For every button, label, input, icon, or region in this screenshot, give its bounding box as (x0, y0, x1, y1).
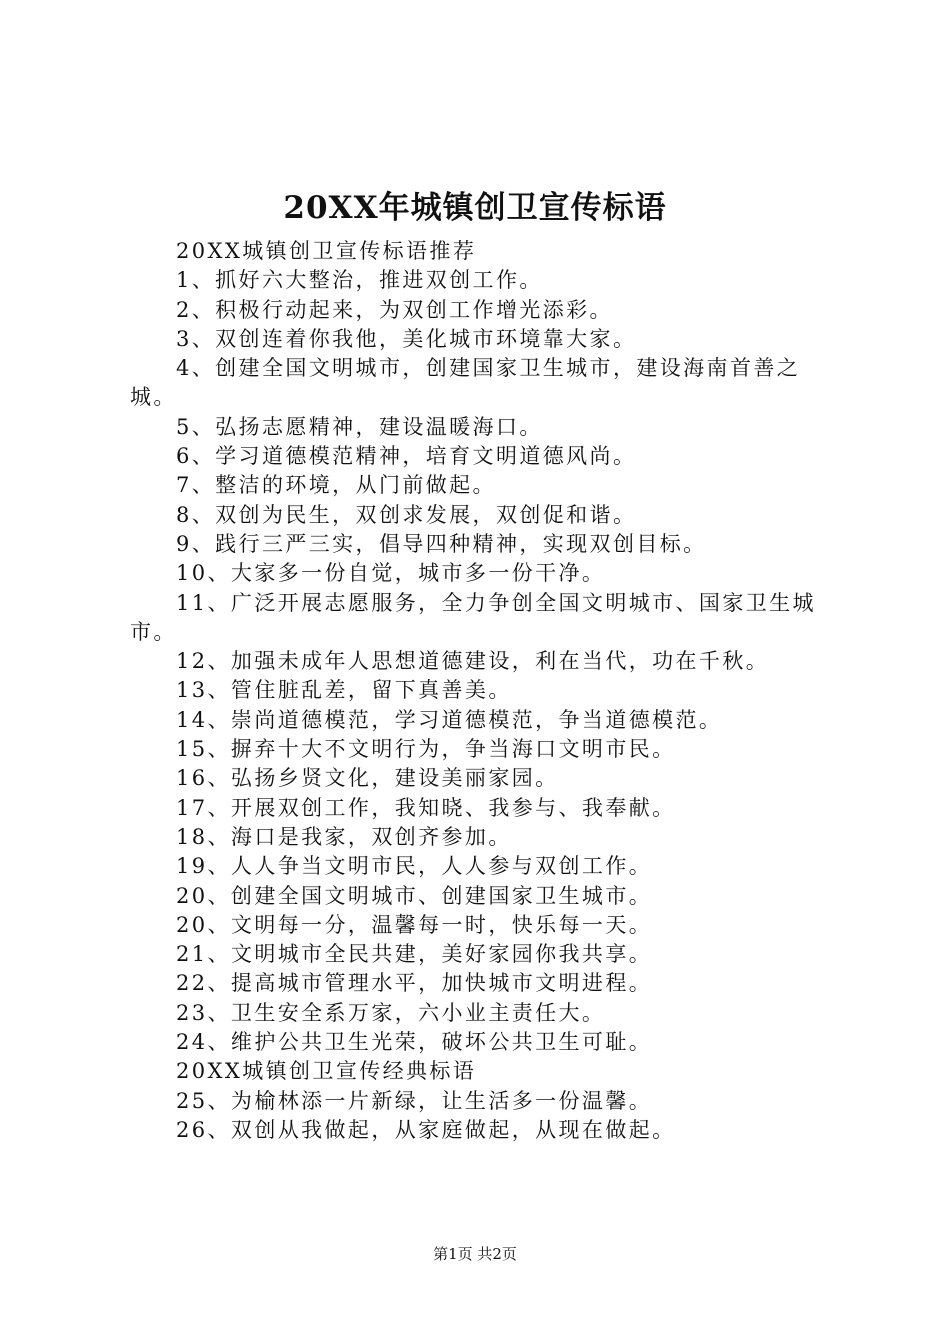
paragraph: 20XX城镇创卫宣传经典标语 (176, 1059, 477, 1084)
paragraph: 10、大家多一份自觉，城市多一份干净。 (176, 561, 606, 586)
document-title: 20XX年城镇创卫宣传标语 (283, 190, 667, 226)
paragraph: 12、加强未成年人思想道德建设，利在当代，功在千秋。 (176, 649, 770, 674)
paragraph: 23、卫生安全系万家，六小业主责任大。 (176, 1000, 606, 1025)
paragraph: 13、管住脏乱差，留下真善美。 (176, 678, 512, 703)
paragraph: 20、文明每一分，温馨每一时，快乐每一天。 (176, 912, 653, 937)
document-body (130, 237, 830, 1145)
paragraph: 2、积极行动起来，为双创工作增光添彩。 (176, 297, 613, 322)
paragraph: 20XX城镇创卫宣传标语推荐 (176, 239, 477, 263)
paragraph: 21、文明城市全民共建，美好家园你我共享。 (176, 942, 653, 967)
paragraph: 22、提高城市管理水平，加快城市文明进程。 (176, 971, 653, 996)
paragraph: 8、双创为民生，双创求发展，双创促和谐。 (176, 502, 637, 527)
paragraph: 14、崇尚道德模范，学习道德模范，争当道德模范。 (176, 707, 723, 732)
paragraph: 17、开展双创工作，我知晓、我参与、我奉献。 (176, 795, 676, 820)
paragraph: 19、人人争当文明市民，人人参与双创工作。 (176, 854, 653, 879)
paragraph: 11、广泛开展志愿服务，全力争创全国文明城市、国家卫生城市。 (130, 590, 816, 644)
paragraph: 6、学习道德模范精神，培育文明道德风尚。 (176, 444, 637, 469)
page-indicator: 第1页 共2页 (433, 1245, 517, 1263)
paragraph: 15、摒弃十大不文明行为，争当海口文明市民。 (176, 737, 676, 762)
paragraph: 16、弘扬乡贤文化，建设美丽家园。 (176, 766, 559, 791)
paragraph: 7、整洁的环境，从门前做起。 (176, 473, 496, 498)
paragraph: 20、创建全国文明城市、创建国家卫生城市。 (176, 883, 653, 908)
paragraph: 24、维护公共卫生光荣，破坏公共卫生可耻。 (176, 1030, 653, 1055)
paragraph: 5、弘扬志愿精神，建设温暖海口。 (176, 414, 543, 439)
paragraph: 9、践行三严三实，倡导四种精神，实现双创目标。 (176, 531, 707, 556)
paragraph: 3、双创连着你我他，美化城市环境靠大家。 (176, 326, 637, 351)
paragraph: 25、为榆林添一片新绿，让生活多一份温馨。 (176, 1088, 653, 1113)
paragraph: 18、海口是我家，双创齐参加。 (176, 824, 512, 849)
paragraph: 1、抓好六大整治，推进双创工作。 (176, 268, 543, 293)
paragraph: 26、双创从我做起，从家庭做起，从现在做起。 (176, 1117, 676, 1142)
paragraph: 4、创建全国文明城市，创建国家卫生城市，建设海南首善之城。 (130, 356, 801, 410)
